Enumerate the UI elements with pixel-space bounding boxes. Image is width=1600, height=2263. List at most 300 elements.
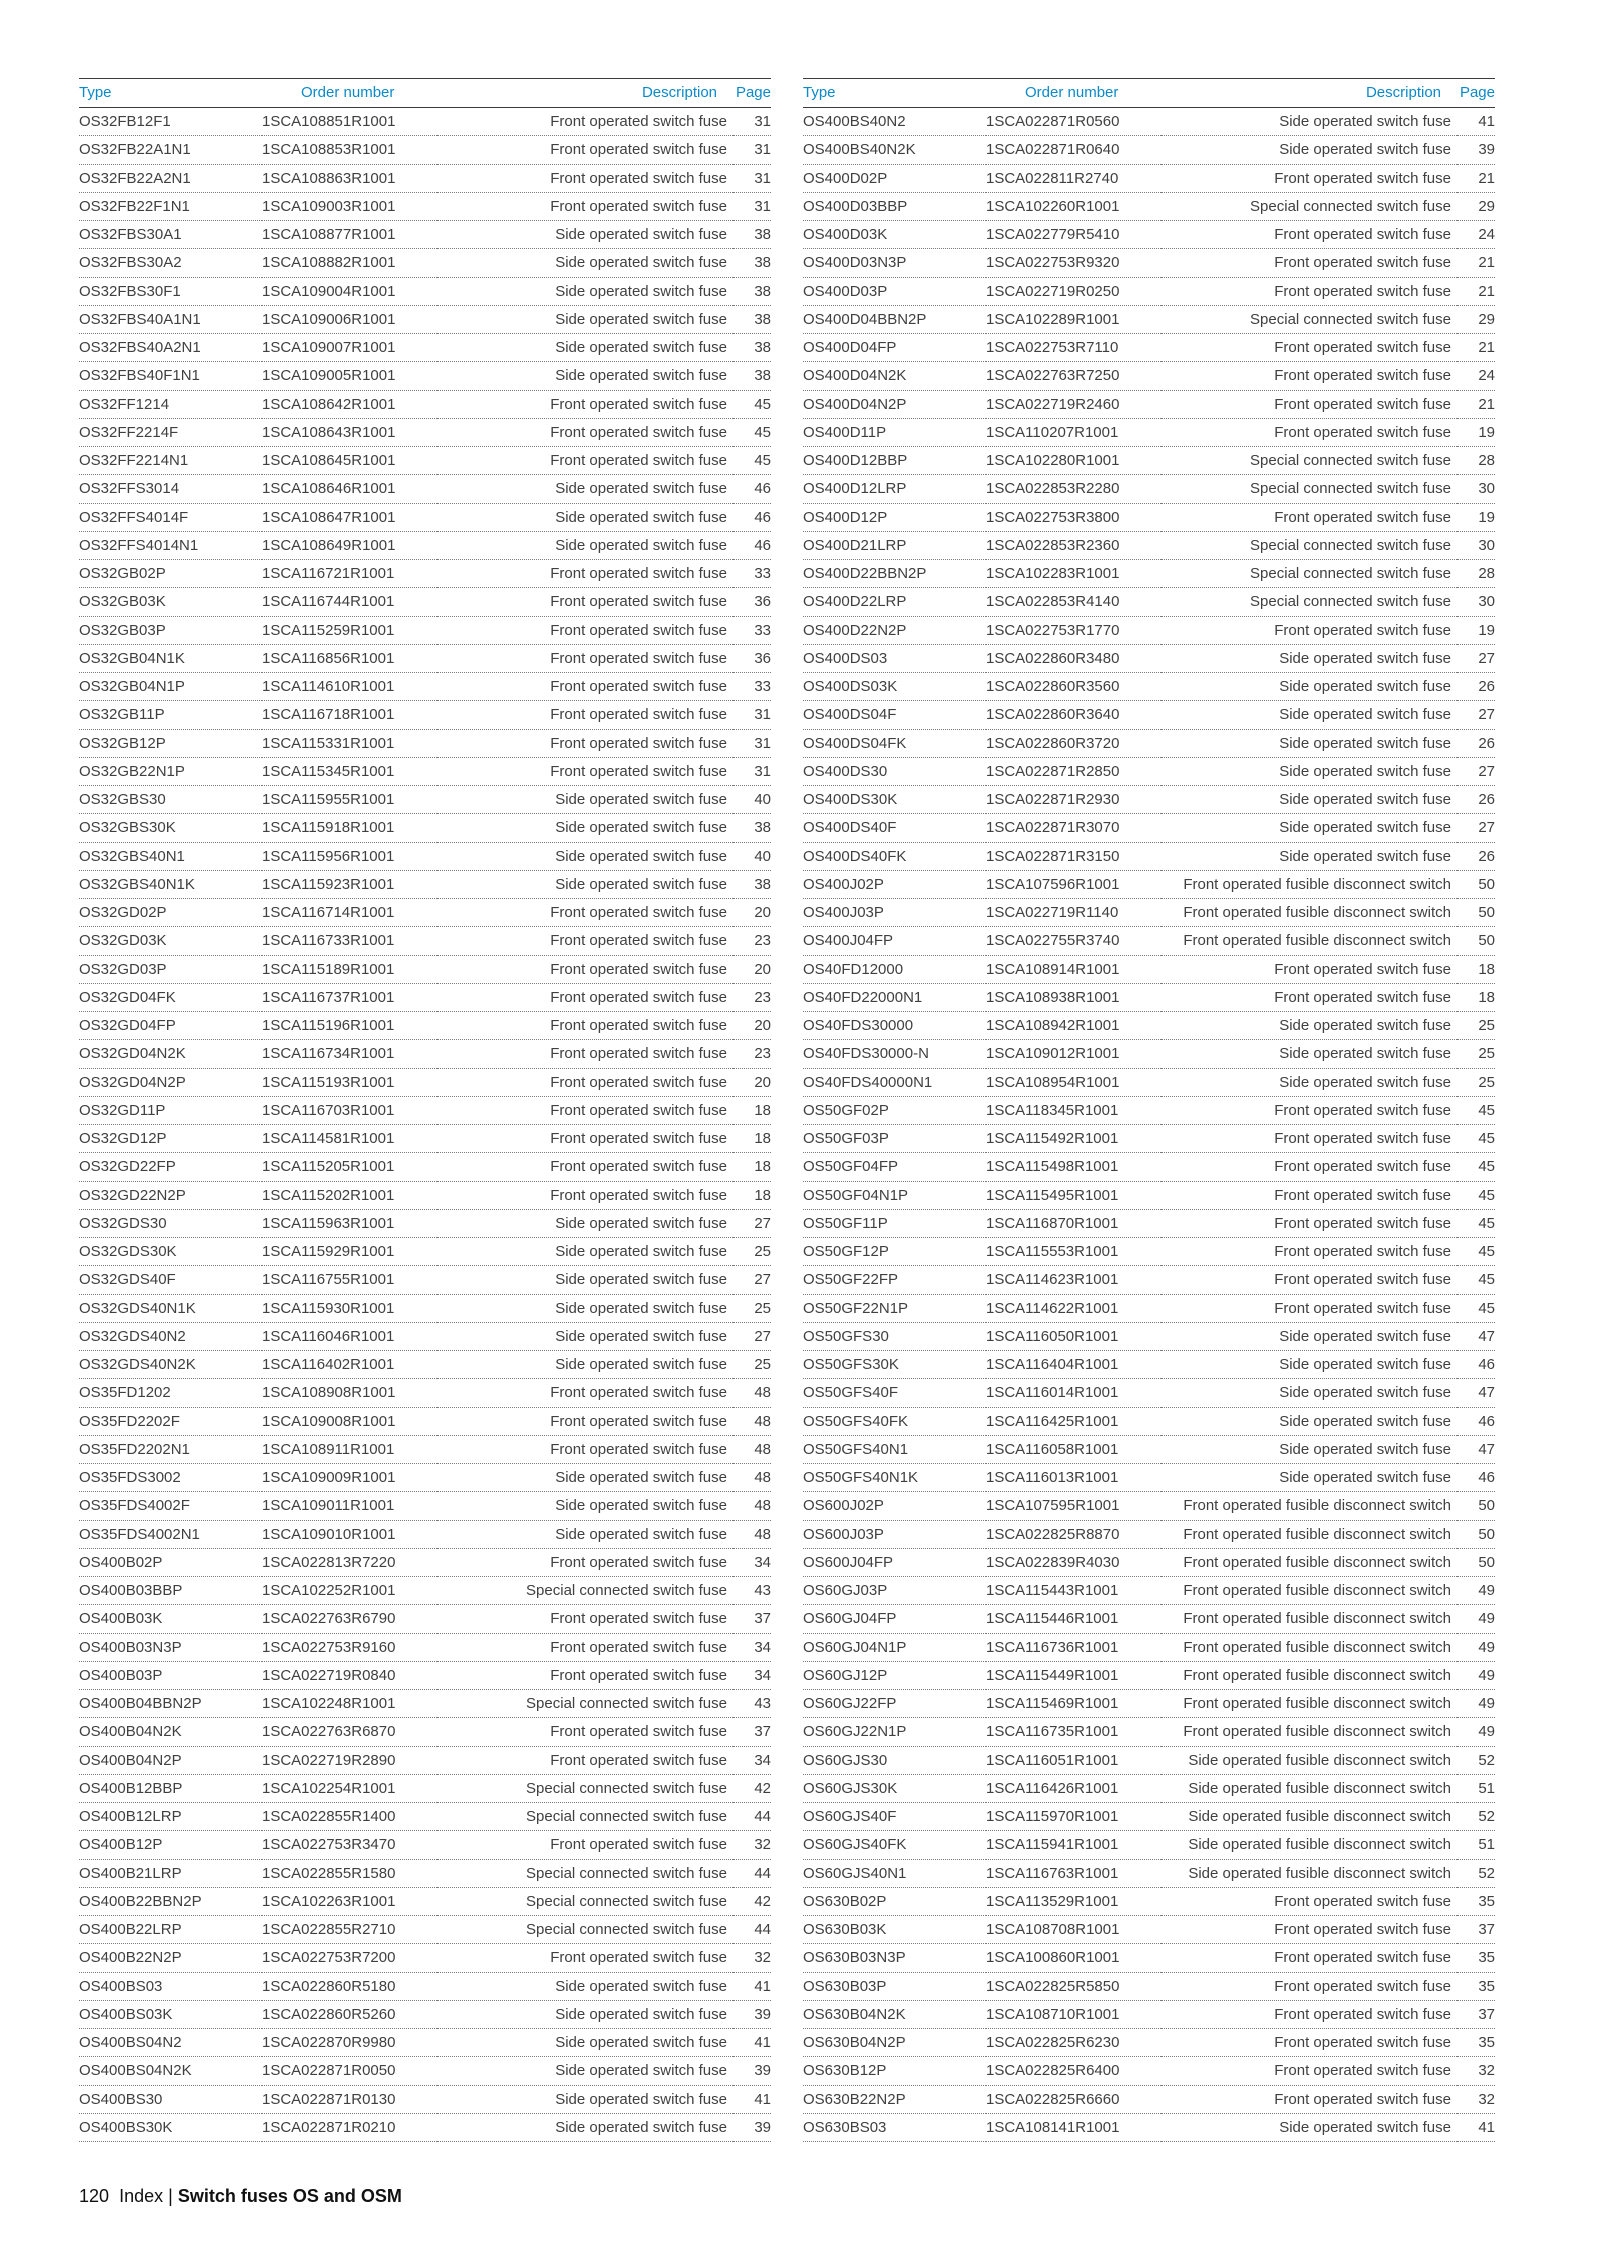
page-cell: 37	[733, 1605, 771, 1633]
order-number-cell: 1SCA116744R1001	[262, 588, 437, 616]
table-row	[79, 1690, 771, 1718]
table-row	[79, 927, 771, 955]
type-cell: OS60GJ22FP	[803, 1690, 986, 1718]
type-cell: OS630B04N2K	[803, 2000, 986, 2028]
description-cell: Side operated switch fuse	[1161, 1464, 1457, 1492]
page-cell: 39	[733, 2000, 771, 2028]
table-row	[803, 1040, 1495, 1068]
order-number-cell: 1SCA108649R1001	[262, 531, 437, 559]
page-cell: 45	[733, 390, 771, 418]
order-number-cell: 1SCA022719R0840	[262, 1661, 437, 1689]
order-number-cell: 1SCA022825R6230	[986, 2029, 1161, 2057]
order-number-cell: 1SCA109008R1001	[262, 1407, 437, 1435]
type-cell: OS400DS40FK	[803, 842, 986, 870]
order-number-cell: 1SCA109011R1001	[262, 1492, 437, 1520]
table-row	[79, 1605, 771, 1633]
page-cell: 24	[1457, 362, 1495, 390]
type-cell: OS32FBS40F1N1	[79, 362, 262, 390]
index-column-right	[803, 78, 1495, 2142]
type-cell: OS32FB12F1	[79, 108, 262, 136]
description-cell: Front operated switch fuse	[437, 1125, 733, 1153]
description-cell: Side operated switch fuse	[437, 814, 733, 842]
table-row	[803, 2000, 1495, 2028]
order-number-cell: 1SCA022753R9320	[986, 249, 1161, 277]
order-number-cell: 1SCA109003R1001	[262, 192, 437, 220]
type-cell: OS32GD04FP	[79, 1012, 262, 1040]
page-cell: 46	[733, 503, 771, 531]
type-cell: OS32GD02P	[79, 899, 262, 927]
description-cell: Front operated fusible disconnect switch	[1161, 1492, 1457, 1520]
order-number-cell: 1SCA022753R7110	[986, 334, 1161, 362]
description-cell: Special connected switch fuse	[1161, 560, 1457, 588]
order-number-cell: 1SCA115331R1001	[262, 729, 437, 757]
table-row	[79, 136, 771, 164]
description-cell: Side operated switch fuse	[1161, 1322, 1457, 1350]
page-cell: 42	[733, 1887, 771, 1915]
table-row	[79, 870, 771, 898]
order-number-cell: 1SCA022753R3800	[986, 503, 1161, 531]
order-number-cell: 1SCA022860R5260	[262, 2000, 437, 2028]
type-cell: OS400BS40N2K	[803, 136, 986, 164]
table-row	[79, 221, 771, 249]
order-number-cell: 1SCA022853R2360	[986, 531, 1161, 559]
table-row	[803, 1887, 1495, 1915]
table-row	[79, 277, 771, 305]
table-row	[79, 390, 771, 418]
page-cell: 21	[1457, 390, 1495, 418]
table-row	[803, 1548, 1495, 1576]
page-cell: 45	[1457, 1125, 1495, 1153]
type-cell: OS400D04N2P	[803, 390, 986, 418]
type-cell: OS40FD22000N1	[803, 983, 986, 1011]
header-description: Description	[641, 84, 717, 101]
page-cell: 50	[1457, 1548, 1495, 1576]
type-cell: OS400B03P	[79, 1661, 262, 1689]
type-cell: OS400B04BBN2P	[79, 1690, 262, 1718]
page-cell: 19	[1457, 418, 1495, 446]
table-row	[803, 1125, 1495, 1153]
order-number-cell: 1SCA022839R4030	[986, 1548, 1161, 1576]
table-row	[803, 701, 1495, 729]
table-row	[803, 1096, 1495, 1124]
table-row	[79, 164, 771, 192]
order-number-cell: 1SCA115941R1001	[986, 1831, 1161, 1859]
type-cell: OS60GJS30K	[803, 1774, 986, 1802]
description-cell: Front operated fusible disconnect switch	[1161, 927, 1457, 955]
table-row	[803, 1944, 1495, 1972]
description-cell: Side operated switch fuse	[1161, 786, 1457, 814]
type-cell: OS400BS30K	[79, 2113, 262, 2141]
order-number-cell: 1SCA116733R1001	[262, 927, 437, 955]
page-cell: 37	[1457, 2000, 1495, 2028]
table-row	[79, 362, 771, 390]
table-row	[79, 1972, 771, 2000]
order-number-cell: 1SCA022860R3560	[986, 673, 1161, 701]
description-cell: Front operated switch fuse	[437, 644, 733, 672]
description-cell: Side operated switch fuse	[437, 1294, 733, 1322]
description-cell: Side operated fusible disconnect switch	[1161, 1774, 1457, 1802]
page-cell: 49	[1457, 1690, 1495, 1718]
type-cell: OS32GB12P	[79, 729, 262, 757]
order-number-cell: 1SCA116734R1001	[262, 1040, 437, 1068]
type-cell: OS400DS03	[803, 644, 986, 672]
type-cell: OS32FFS3014	[79, 475, 262, 503]
description-cell: Side operated switch fuse	[437, 1492, 733, 1520]
index-table-left	[79, 108, 771, 2142]
page-cell: 21	[1457, 277, 1495, 305]
order-number-cell: 1SCA108646R1001	[262, 475, 437, 503]
type-cell: OS32GD11P	[79, 1096, 262, 1124]
table-row	[79, 447, 771, 475]
type-cell: OS60GJS40FK	[803, 1831, 986, 1859]
table-row	[803, 1746, 1495, 1774]
page-cell: 47	[1457, 1379, 1495, 1407]
order-number-cell: 1SCA116714R1001	[262, 899, 437, 927]
order-number-cell: 1SCA022753R3470	[262, 1831, 437, 1859]
type-cell: OS600J04FP	[803, 1548, 986, 1576]
table-row	[79, 418, 771, 446]
order-number-cell: 1SCA108708R1001	[986, 1916, 1161, 1944]
order-number-cell: 1SCA102252R1001	[262, 1577, 437, 1605]
order-number-cell: 1SCA116404R1001	[986, 1351, 1161, 1379]
description-cell: Front operated switch fuse	[437, 1718, 733, 1746]
description-cell: Special connected switch fuse	[1161, 447, 1457, 475]
type-cell: OS50GFS40N1K	[803, 1464, 986, 1492]
description-cell: Front operated switch fuse	[437, 164, 733, 192]
column-header	[79, 78, 771, 108]
order-number-cell: 1SCA108642R1001	[262, 390, 437, 418]
type-cell: OS35FDS4002N1	[79, 1520, 262, 1548]
order-number-cell: 1SCA102280R1001	[986, 447, 1161, 475]
page-cell: 49	[1457, 1605, 1495, 1633]
type-cell: OS400D04N2K	[803, 362, 986, 390]
page-cell: 20	[733, 1068, 771, 1096]
description-cell: Side operated switch fuse	[437, 2057, 733, 2085]
page-cell: 18	[733, 1153, 771, 1181]
table-row	[803, 1859, 1495, 1887]
type-cell: OS32GD03P	[79, 955, 262, 983]
order-number-cell: 1SCA115446R1001	[986, 1605, 1161, 1633]
page-cell: 18	[733, 1096, 771, 1124]
description-cell: Special connected switch fuse	[437, 1577, 733, 1605]
type-cell: OS400B12BBP	[79, 1774, 262, 1802]
description-cell: Side operated switch fuse	[1161, 1379, 1457, 1407]
description-cell: Special connected switch fuse	[437, 1803, 733, 1831]
page-cell: 39	[733, 2113, 771, 2141]
table-row	[79, 1492, 771, 1520]
description-cell: Front operated switch fuse	[1161, 249, 1457, 277]
order-number-cell: 1SCA022860R3480	[986, 644, 1161, 672]
table-row	[79, 1520, 771, 1548]
type-cell: OS400BS40N2	[803, 108, 986, 136]
page-cell: 27	[1457, 757, 1495, 785]
order-number-cell: 1SCA102263R1001	[262, 1887, 437, 1915]
page-cell: 37	[1457, 1916, 1495, 1944]
order-number-cell: 1SCA108877R1001	[262, 221, 437, 249]
table-row	[803, 955, 1495, 983]
index-column-left	[79, 78, 771, 2142]
header-order-number: Order number	[1025, 84, 1119, 101]
page-cell: 44	[733, 1916, 771, 1944]
order-number-cell: 1SCA115918R1001	[262, 814, 437, 842]
page-cell: 35	[1457, 2029, 1495, 2057]
description-cell: Front operated switch fuse	[437, 1153, 733, 1181]
type-cell: OS40FD12000	[803, 955, 986, 983]
type-cell: OS32GB03K	[79, 588, 262, 616]
description-cell: Side operated fusible disconnect switch	[1161, 1859, 1457, 1887]
order-number-cell: 1SCA022825R5850	[986, 1972, 1161, 2000]
type-cell: OS50GFS40FK	[803, 1407, 986, 1435]
description-cell: Front operated switch fuse	[437, 1831, 733, 1859]
type-cell: OS32GBS40N1K	[79, 870, 262, 898]
table-row	[803, 1492, 1495, 1520]
order-number-cell: 1SCA022753R9160	[262, 1633, 437, 1661]
table-row	[803, 1690, 1495, 1718]
table-row	[79, 1068, 771, 1096]
type-cell: OS32FF2214N1	[79, 447, 262, 475]
table-row	[803, 1153, 1495, 1181]
type-cell: OS35FDS4002F	[79, 1492, 262, 1520]
type-cell: OS32GD12P	[79, 1125, 262, 1153]
type-cell: OS630B03N3P	[803, 1944, 986, 1972]
description-cell: Front operated switch fuse	[1161, 1887, 1457, 1915]
order-number-cell: 1SCA110207R1001	[986, 418, 1161, 446]
page-cell: 52	[1457, 1859, 1495, 1887]
page-cell: 47	[1457, 1322, 1495, 1350]
order-number-cell: 1SCA022855R2710	[262, 1916, 437, 1944]
description-cell: Side operated switch fuse	[437, 786, 733, 814]
page-cell: 48	[733, 1492, 771, 1520]
table-row	[803, 249, 1495, 277]
type-cell: OS35FDS3002	[79, 1464, 262, 1492]
page-cell: 43	[733, 1577, 771, 1605]
table-row	[79, 673, 771, 701]
table-row	[79, 1548, 771, 1576]
description-cell: Side operated switch fuse	[437, 475, 733, 503]
order-number-cell: 1SCA022871R0130	[262, 2085, 437, 2113]
order-number-cell: 1SCA116014R1001	[986, 1379, 1161, 1407]
table-row	[79, 757, 771, 785]
order-number-cell: 1SCA114610R1001	[262, 673, 437, 701]
page-cell: 43	[733, 1690, 771, 1718]
order-number-cell: 1SCA116736R1001	[986, 1633, 1161, 1661]
type-cell: OS400D03P	[803, 277, 986, 305]
type-cell: OS50GFS40F	[803, 1379, 986, 1407]
description-cell: Side operated switch fuse	[1161, 108, 1457, 136]
type-cell: OS50GF03P	[803, 1125, 986, 1153]
description-cell: Front operated switch fuse	[437, 1379, 733, 1407]
table-row	[803, 1435, 1495, 1463]
description-cell: Side operated switch fuse	[1161, 729, 1457, 757]
table-row	[803, 757, 1495, 785]
type-cell: OS400D11P	[803, 418, 986, 446]
description-cell: Front operated switch fuse	[437, 616, 733, 644]
description-cell: Front operated switch fuse	[437, 955, 733, 983]
table-row	[803, 164, 1495, 192]
page-footer	[79, 2186, 402, 2207]
table-row	[79, 503, 771, 531]
page-cell: 41	[1457, 108, 1495, 136]
page-cell: 29	[1457, 305, 1495, 333]
order-number-cell: 1SCA022860R3720	[986, 729, 1161, 757]
description-cell: Front operated fusible disconnect switch	[1161, 899, 1457, 927]
description-cell: Front operated switch fuse	[437, 1012, 733, 1040]
page-cell: 38	[733, 221, 771, 249]
type-cell: OS32GDS30K	[79, 1238, 262, 1266]
description-cell: Front operated switch fuse	[1161, 1944, 1457, 1972]
type-cell: OS400DS03K	[803, 673, 986, 701]
page-cell: 25	[1457, 1012, 1495, 1040]
type-cell: OS400DS40F	[803, 814, 986, 842]
type-cell: OS32FFS4014F	[79, 503, 262, 531]
table-row	[803, 1322, 1495, 1350]
order-number-cell: 1SCA102260R1001	[986, 192, 1161, 220]
table-row	[79, 1577, 771, 1605]
page-cell: 50	[1457, 927, 1495, 955]
type-cell: OS32GD22N2P	[79, 1181, 262, 1209]
type-cell: OS400BS04N2	[79, 2029, 262, 2057]
table-row	[803, 277, 1495, 305]
description-cell: Front operated switch fuse	[437, 1068, 733, 1096]
order-number-cell: 1SCA118345R1001	[986, 1096, 1161, 1124]
table-row	[79, 1435, 771, 1463]
order-number-cell: 1SCA116763R1001	[986, 1859, 1161, 1887]
table-row	[79, 475, 771, 503]
description-cell: Side operated switch fuse	[437, 1351, 733, 1379]
order-number-cell: 1SCA116013R1001	[986, 1464, 1161, 1492]
page-cell: 49	[1457, 1718, 1495, 1746]
table-row	[79, 1153, 771, 1181]
table-row	[803, 503, 1495, 531]
order-number-cell: 1SCA022871R0640	[986, 136, 1161, 164]
page-cell: 38	[733, 814, 771, 842]
type-cell: OS50GF04N1P	[803, 1181, 986, 1209]
type-cell: OS400D03N3P	[803, 249, 986, 277]
page-cell: 45	[1457, 1209, 1495, 1237]
description-cell: Front operated switch fuse	[437, 899, 733, 927]
order-number-cell: 1SCA100860R1001	[986, 1944, 1161, 1972]
table-row	[79, 249, 771, 277]
order-number-cell: 1SCA115449R1001	[986, 1661, 1161, 1689]
order-number-cell: 1SCA022719R0250	[986, 277, 1161, 305]
table-row	[79, 1944, 771, 1972]
table-row	[79, 1718, 771, 1746]
table-row	[803, 1605, 1495, 1633]
order-number-cell: 1SCA022719R2890	[262, 1746, 437, 1774]
type-cell: OS50GF12P	[803, 1238, 986, 1266]
table-row	[803, 1774, 1495, 1802]
type-cell: OS630B12P	[803, 2057, 986, 2085]
page-cell: 20	[733, 899, 771, 927]
page-cell: 48	[733, 1379, 771, 1407]
description-cell: Front operated switch fuse	[437, 447, 733, 475]
order-number-cell: 1SCA108942R1001	[986, 1012, 1161, 1040]
page-cell: 25	[733, 1294, 771, 1322]
table-row	[79, 1407, 771, 1435]
type-cell: OS630B03P	[803, 1972, 986, 2000]
order-number-cell: 1SCA109006R1001	[262, 305, 437, 333]
type-cell: OS400D22BBN2P	[803, 560, 986, 588]
table-row	[803, 786, 1495, 814]
type-cell: OS400DS04FK	[803, 729, 986, 757]
description-cell: Special connected switch fuse	[437, 1887, 733, 1915]
order-number-cell: 1SCA022871R0210	[262, 2113, 437, 2141]
description-cell: Front operated switch fuse	[1161, 503, 1457, 531]
type-cell: OS60GJ22N1P	[803, 1718, 986, 1746]
page-cell: 38	[733, 305, 771, 333]
table-row	[803, 447, 1495, 475]
page-cell: 31	[733, 164, 771, 192]
description-cell: Side operated switch fuse	[437, 2029, 733, 2057]
order-number-cell: 1SCA022825R6400	[986, 2057, 1161, 2085]
type-cell: OS400BS03K	[79, 2000, 262, 2028]
page-cell: 27	[733, 1209, 771, 1237]
description-cell: Side operated switch fuse	[437, 221, 733, 249]
type-cell: OS400B22LRP	[79, 1916, 262, 1944]
footer-title: Switch fuses OS and OSM	[177, 2186, 402, 2206]
table-row	[79, 560, 771, 588]
type-cell: OS32FF1214	[79, 390, 262, 418]
footer-separator: |	[168, 2186, 173, 2206]
page-cell: 45	[1457, 1238, 1495, 1266]
description-cell: Side operated switch fuse	[437, 249, 733, 277]
table-row	[803, 1407, 1495, 1435]
page-cell: 39	[733, 2057, 771, 2085]
type-cell: OS32FBS40A2N1	[79, 334, 262, 362]
description-cell: Front operated switch fuse	[1161, 277, 1457, 305]
type-cell: OS32GB02P	[79, 560, 262, 588]
table-row	[79, 2057, 771, 2085]
table-row	[79, 701, 771, 729]
description-cell: Side operated switch fuse	[1161, 1012, 1457, 1040]
table-row	[79, 305, 771, 333]
page-cell: 26	[1457, 673, 1495, 701]
type-cell: OS630B04N2P	[803, 2029, 986, 2057]
description-cell: Special connected switch fuse	[1161, 305, 1457, 333]
order-number-cell: 1SCA102254R1001	[262, 1774, 437, 1802]
table-row	[803, 1012, 1495, 1040]
order-number-cell: 1SCA109010R1001	[262, 1520, 437, 1548]
table-row	[803, 1916, 1495, 1944]
table-row	[803, 1238, 1495, 1266]
page-cell: 18	[1457, 955, 1495, 983]
description-cell: Front operated switch fuse	[1161, 390, 1457, 418]
description-cell: Front operated switch fuse	[1161, 1972, 1457, 2000]
description-cell: Front operated switch fuse	[1161, 1238, 1457, 1266]
order-number-cell: 1SCA022813R7220	[262, 1548, 437, 1576]
order-number-cell: 1SCA109005R1001	[262, 362, 437, 390]
order-number-cell: 1SCA022755R3740	[986, 927, 1161, 955]
description-cell: Front operated switch fuse	[1161, 2085, 1457, 2113]
type-cell: OS32FB22F1N1	[79, 192, 262, 220]
table-row	[803, 334, 1495, 362]
page-cell: 19	[1457, 503, 1495, 531]
page-cell: 35	[1457, 1887, 1495, 1915]
order-number-cell: 1SCA115929R1001	[262, 1238, 437, 1266]
description-cell: Side operated switch fuse	[437, 2085, 733, 2113]
page-cell: 46	[733, 475, 771, 503]
description-cell: Front operated fusible disconnect switch	[1161, 1633, 1457, 1661]
type-cell: OS32GD22FP	[79, 1153, 262, 1181]
header-type: Type	[803, 84, 836, 101]
description-cell: Front operated switch fuse	[437, 1181, 733, 1209]
order-number-cell: 1SCA107596R1001	[986, 870, 1161, 898]
description-cell: Special connected switch fuse	[1161, 588, 1457, 616]
page-cell: 40	[733, 842, 771, 870]
table-row	[79, 1125, 771, 1153]
type-cell: OS32GD04N2P	[79, 1068, 262, 1096]
type-cell: OS50GF04FP	[803, 1153, 986, 1181]
